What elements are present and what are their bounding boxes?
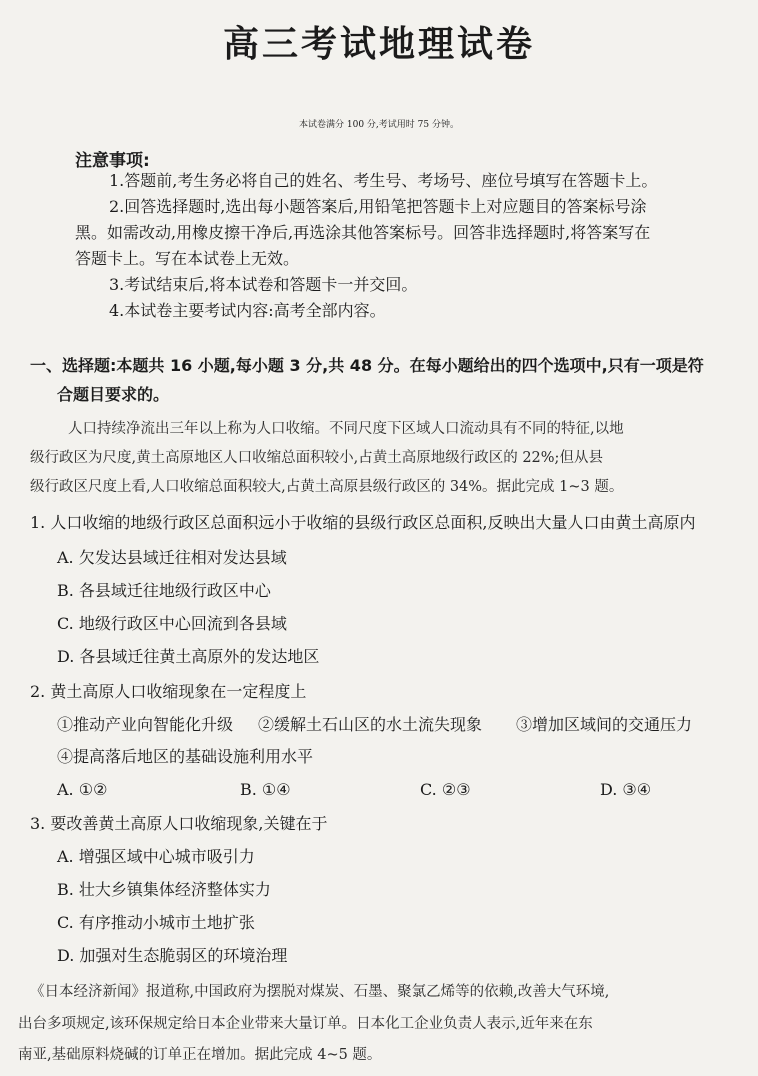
section-heading: 一、选择题:本题共 16 小题,每小题 3 分,共 48 分。在每小题给出的四个选项中,只有一项是符: [30, 356, 704, 375]
question-3-option-d: D. 加强对生态脆弱区的环境治理: [57, 946, 288, 965]
notes-heading: 注意事项:: [75, 151, 150, 171]
exam-subtitle: 本试卷满分 100 分,考试用时 75 分钟。: [299, 120, 459, 130]
passage-line: 出台多项规定,该环保规定给日本企业带来大量订单。日本化工企业负责人表示,近年来在东: [18, 1016, 593, 1032]
notes-line: 4.本试卷主要考试内容:高考全部内容。: [109, 301, 386, 320]
passage-line: 《日本经济新闻》报道称,中国政府为摆脱对煤炭、石墨、聚氯乙烯等的依赖,改善大气环境,: [30, 984, 610, 1000]
question-2-item-3: ③增加区域间的交通压力: [516, 715, 693, 734]
question-3-option-c: C. 有序推动小城市土地扩张: [57, 913, 255, 932]
question-2-option-b: B. ①④: [240, 780, 291, 799]
question-3-stem: 3. 要改善黄土高原人口收缩现象,关键在于: [30, 814, 328, 833]
notes-line: 答题卡上。写在本试卷上无效。: [75, 249, 300, 268]
passage-line: 人口持续净流出三年以上称为人口收缩。不同尺度下区域人口流动具有不同的特征,以地: [68, 421, 624, 437]
question-2-stem: 2. 黄土高原人口收缩现象在一定程度上: [30, 682, 307, 701]
question-3-option-b: B. 壮大乡镇集体经济整体实力: [57, 880, 271, 899]
question-1-option-b: B. 各县域迁往地级行政区中心: [57, 581, 271, 600]
question-2-option-d: D. ③④: [600, 780, 652, 799]
question-1-option-c: C. 地级行政区中心回流到各县域: [57, 614, 287, 633]
question-2-item-1: ①推动产业向智能化升级: [57, 715, 234, 734]
passage-line: 级行政区尺度上看,人口收缩总面积较大,占黄土高原县级行政区的 34%。据此完成 1~3 题。: [30, 479, 624, 495]
question-3-option-a: A. 增强区域中心城市吸引力: [57, 847, 255, 866]
notes-line: 3.考试结束后,将本试卷和答题卡一并交回。: [109, 275, 418, 294]
passage-line: 级行政区为尺度,黄土高原地区人口收缩总面积较小,占黄土高原地级行政区的 22%;但从县: [30, 450, 603, 466]
section-heading-cont: 合题目要求的。: [57, 385, 170, 404]
exam-title: 高三考试地理试卷: [222, 24, 535, 65]
question-2-item-2: ②缓解土石山区的水土流失现象: [258, 715, 483, 734]
question-1-option-d: D. 各县域迁往黄土高原外的发达地区: [57, 647, 320, 666]
notes-line: 1.答题前,考生务必将自己的姓名、考生号、考场号、座位号填写在答题卡上。: [109, 171, 658, 190]
question-2-option-c: C. ②③: [420, 780, 471, 799]
question-1-option-a: A. 欠发达县域迁往相对发达县域: [57, 548, 287, 567]
notes-line: 黑。如需改动,用橡皮擦干净后,再选涂其他答案标号。回答非选择题时,将答案写在: [75, 223, 651, 242]
question-2-option-a: A. ①②: [57, 780, 108, 799]
notes-line: 2.回答选择题时,选出每小题答案后,用铅笔把答题卡上对应题目的答案标号涂: [109, 197, 647, 216]
question-2-item-4: ④提高落后地区的基础设施利用水平: [57, 747, 314, 766]
passage-line: 南亚,基础原料烧碱的订单正在增加。据此完成 4~5 题。: [18, 1047, 382, 1063]
question-1-stem: 1. 人口收缩的地级行政区总面积远小于收缩的县级行政区总面积,反映出大量人口由黄土高原内: [30, 513, 696, 532]
